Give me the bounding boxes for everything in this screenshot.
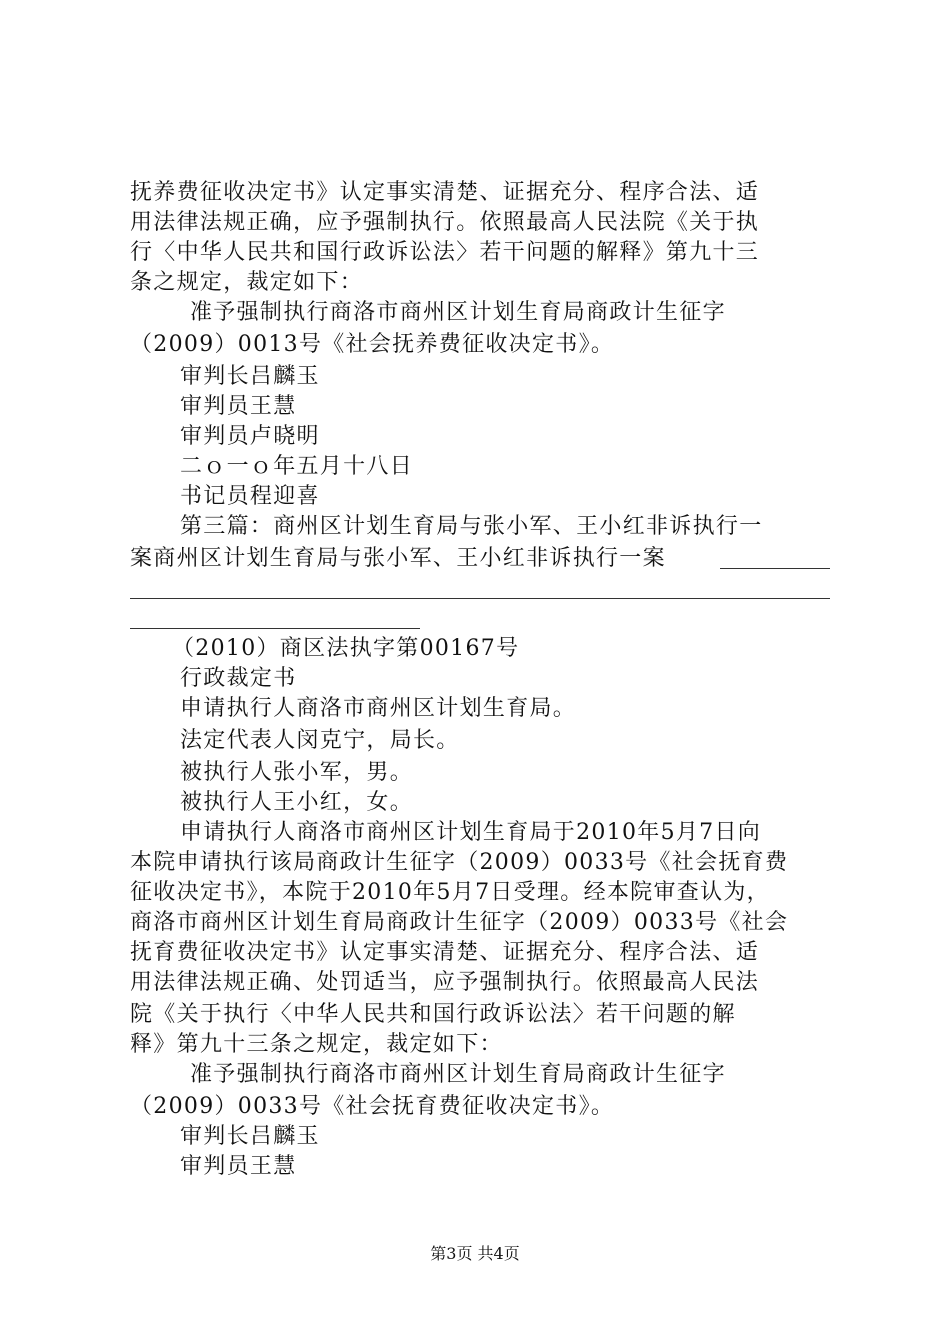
text-line: 释》第九十三条之规定，裁定如下：	[130, 1032, 503, 1057]
judge-line: 审判长吕麟玉	[180, 364, 320, 389]
text-line: 征收决定书》，本院于2010年5月7日受理。经本院审查认为，	[130, 880, 770, 905]
judge-line: 审判长吕麟玉	[180, 1124, 320, 1149]
text-line: 法定代表人闵克宁，局长。	[180, 728, 460, 753]
text-line: 院《关于执行〈中华人民共和国行政诉讼法〉若干问题的解	[130, 1002, 736, 1027]
text-line: 本院申请执行该局商政计生征字（2009）0033号《社会抚育费	[130, 850, 789, 875]
text-line: 申请执行人商洛市商州区计划生育局。	[180, 696, 577, 721]
text-line: 被执行人王小红，女。	[180, 790, 414, 815]
text-line: （2009）0033号《社会抚育费征收决定书》。	[130, 1094, 615, 1119]
text-line: 条之规定，裁定如下：	[130, 270, 364, 295]
text-line: 行〈中华人民共和国行政诉讼法〉若干问题的解释》第九十三	[130, 240, 760, 265]
judge-line: 审判员王慧	[180, 1154, 297, 1179]
text-line: 商洛市商州区计划生育局商政计生征字（2009）0033号《社会	[130, 910, 789, 935]
date-line: 二ｏ一ｏ年五月十八日	[180, 454, 414, 479]
text-line: （2009）0013号《社会抚养费征收决定书》。	[130, 332, 615, 357]
case-number: （2010）商区法执字第00167号	[172, 636, 520, 661]
text-line: 申请执行人商洛市商州区计划生育局于2010年5月7日向	[180, 820, 762, 845]
blank-rule	[130, 628, 420, 629]
text-line: 用法律法规正确、处罚适当，应予强制执行。依照最高人民法	[130, 970, 760, 995]
text-line: 准予强制执行商洛市商州区计划生育局商政计生征字	[190, 1062, 726, 1087]
text-line: 用法律法规正确，应予强制执行。依照最高人民法院《关于执	[130, 210, 760, 235]
judge-line: 审判员王慧	[180, 394, 297, 419]
blank-rule	[720, 568, 830, 569]
page-footer: 第3页 共4页	[430, 1244, 520, 1263]
text-line: 抚育费征收决定书》认定事实清楚、证据充分、程序合法、适	[130, 940, 760, 965]
text-line: 抚养费征收决定书》认定事实清楚、证据充分、程序合法、适	[130, 180, 760, 205]
document-title: 行政裁定书	[180, 666, 297, 691]
judge-line: 审判员卢晓明	[180, 424, 320, 449]
section-heading: 第三篇：商州区计划生育局与张小军、王小红非诉执行一	[180, 514, 763, 539]
clerk-line: 书记员程迎喜	[180, 484, 320, 509]
text-line: 准予强制执行商洛市商州区计划生育局商政计生征字	[190, 300, 726, 325]
section-heading: 案商州区计划生育局与张小军、王小红非诉执行一案	[130, 546, 666, 571]
blank-rule	[130, 598, 830, 599]
text-line: 被执行人张小军，男。	[180, 760, 414, 785]
